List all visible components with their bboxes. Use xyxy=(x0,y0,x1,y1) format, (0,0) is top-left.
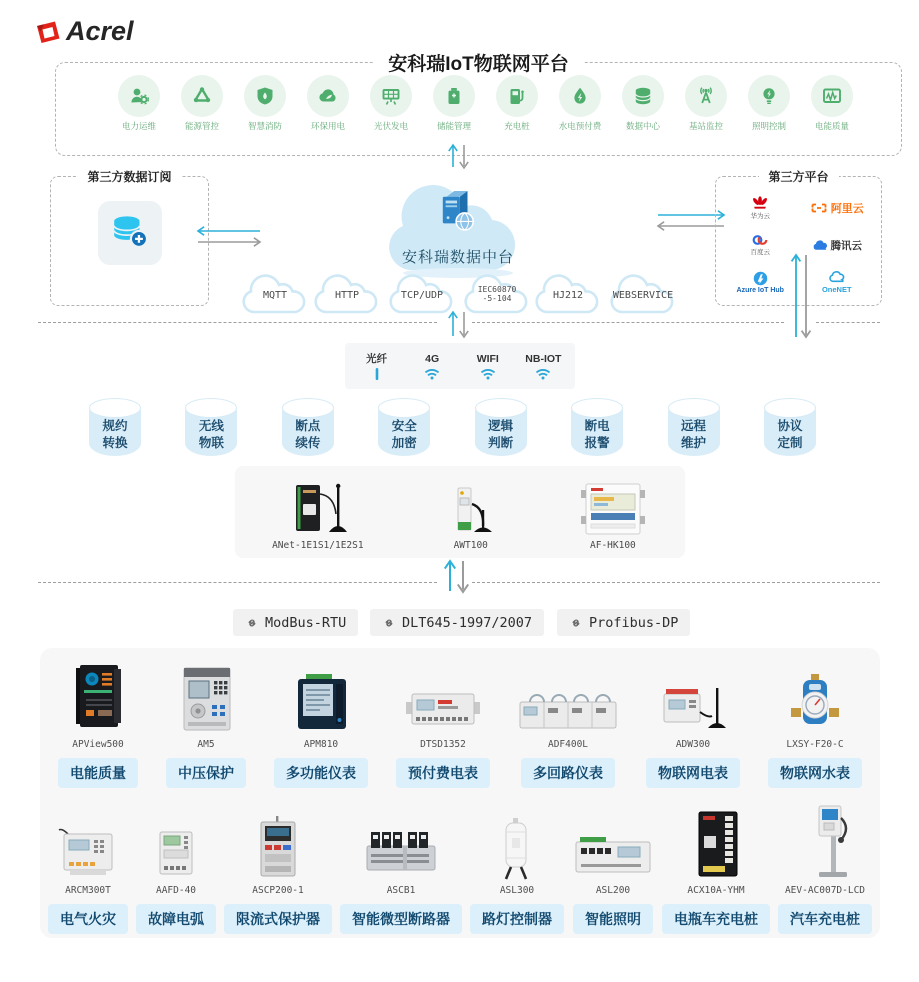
baidu-cloud-icon xyxy=(751,234,769,246)
divider-line xyxy=(38,582,437,583)
platform-title: 安科瑞IoT物联网平台 xyxy=(372,49,585,76)
platform-label: 百度云 xyxy=(750,249,770,257)
app-label: 环保用电 xyxy=(310,121,345,131)
afhk100-gateway-image xyxy=(578,480,648,538)
protocol-line: HTTP xyxy=(334,290,360,301)
app-label: 数据中心 xyxy=(625,121,660,131)
server-icon xyxy=(439,189,477,238)
product-model-label: AAFD-40 xyxy=(155,885,197,896)
product-category-pill: 中压保护 xyxy=(166,758,246,788)
products-box xyxy=(40,648,880,938)
apm810-device-image-wrap xyxy=(290,660,352,734)
platform-item-aliyun xyxy=(810,200,864,216)
capability-label xyxy=(668,418,720,451)
product-item xyxy=(274,660,368,788)
field-protocol-label: Profibus-DP xyxy=(589,614,679,631)
left-right-arrow-icon xyxy=(196,225,262,254)
platform-label: Azure IoT Hub xyxy=(736,286,784,294)
protocol-cloud-label xyxy=(235,290,315,302)
platform-item-baidu xyxy=(751,234,771,256)
wifi-icon xyxy=(423,366,441,380)
product-model-label: ASL300 xyxy=(499,885,535,896)
product-item xyxy=(136,806,216,934)
capability-cylinder xyxy=(475,399,527,456)
storage-icon xyxy=(443,85,465,107)
power-ops-icon xyxy=(128,85,150,107)
watermeter-device-image-wrap xyxy=(787,660,843,734)
product-item xyxy=(396,660,490,788)
app-item-lighting xyxy=(740,75,798,132)
product-category-pill: 路灯控制器 xyxy=(470,904,564,934)
gateway-device-box xyxy=(235,466,685,558)
protocol-line: HJ212 xyxy=(552,290,584,301)
capability-line: 断电 xyxy=(584,419,610,433)
platform-item-azure xyxy=(737,271,784,294)
adw300-device-image-wrap xyxy=(656,660,730,734)
app-label: 智慧消防 xyxy=(247,121,282,131)
database-plus-tile xyxy=(98,201,162,265)
protocol-cloud-label xyxy=(603,290,683,302)
data-center-label: 安科瑞数据中台 xyxy=(401,249,514,266)
awt100-gateway-image xyxy=(438,484,504,538)
product-item xyxy=(166,660,246,788)
product-model-label: AEV-AC007D-LCD xyxy=(784,885,866,896)
capability-label xyxy=(475,418,527,451)
asl300-device-image-wrap xyxy=(492,806,542,880)
app-label: 光伏发电 xyxy=(373,121,408,131)
gateway-model-label: ANet-1E1S1/1E2S1 xyxy=(272,540,364,551)
data-center-icon xyxy=(632,85,654,107)
link-icon xyxy=(382,616,396,630)
wifi-icon xyxy=(534,366,552,380)
connectivity-label: WIFI xyxy=(476,352,499,365)
product-category-pill: 故障电弧 xyxy=(136,904,216,934)
app-item-power-quality xyxy=(803,75,861,132)
product-category-pill: 智能照明 xyxy=(573,904,653,934)
field-protocol-pill xyxy=(557,609,690,636)
wifi-icon xyxy=(423,366,441,380)
fire-safety-icon xyxy=(254,85,276,107)
product-category-pill: 智能微型断路器 xyxy=(340,904,462,934)
afhk100-gateway-image-wrap xyxy=(578,480,648,538)
app-item-power-ops xyxy=(110,75,168,132)
anet-gateway-image xyxy=(282,480,354,538)
product-model-label: APM810 xyxy=(303,739,339,750)
apview500-device-image xyxy=(66,662,130,734)
field-protocol-pill xyxy=(233,609,358,636)
capability-label xyxy=(764,418,816,451)
product-model-label: ASCB1 xyxy=(386,885,416,896)
app-item-base-station xyxy=(677,75,735,132)
aev-device-image xyxy=(797,804,853,880)
capability-line: 无线 xyxy=(198,419,224,433)
capability-label xyxy=(282,418,334,451)
product-model-label: ACX10A-YHM xyxy=(687,885,745,896)
onenet-icon xyxy=(828,271,845,284)
field-protocol-pill xyxy=(370,609,544,636)
protocol-cloud xyxy=(307,271,387,319)
product-model-label: ARCM300T xyxy=(65,885,111,896)
divider-line xyxy=(816,322,880,323)
gateway-item xyxy=(438,480,504,551)
aafd40-device-image-wrap xyxy=(148,806,204,880)
platform-label: 阿里云 xyxy=(830,203,864,216)
product-row-1 xyxy=(44,660,876,788)
platform-label: 腾讯云 xyxy=(830,239,862,252)
app-circle xyxy=(559,75,601,117)
acx10a-device-image xyxy=(687,810,745,880)
capability-cylinder xyxy=(185,399,237,456)
app-label: 储能管理 xyxy=(436,121,471,131)
app-item-solar xyxy=(362,75,420,132)
app-icon-row xyxy=(110,75,861,132)
lighting-icon xyxy=(758,85,780,107)
data-center-cloud xyxy=(368,180,548,280)
power-quality-icon xyxy=(821,85,843,107)
connectivity-box xyxy=(345,343,575,389)
product-item xyxy=(48,806,128,934)
gateway-item xyxy=(272,480,364,551)
product-model-label: ADF400L xyxy=(547,739,589,750)
product-item xyxy=(662,806,770,934)
capability-label xyxy=(185,418,237,451)
wifi-icon xyxy=(534,366,552,380)
acrel-logo-icon xyxy=(34,18,62,46)
gateway-model-label: AF-HK100 xyxy=(590,540,636,551)
product-model-label: ASCP200-1 xyxy=(252,885,304,896)
app-item-eco-power xyxy=(299,75,357,132)
link-icon xyxy=(245,616,259,630)
app-circle xyxy=(181,75,223,117)
updown-arrow-icon xyxy=(446,143,472,176)
capability-line: 报警 xyxy=(584,435,610,450)
onenet-icon xyxy=(828,271,845,284)
product-item xyxy=(224,806,332,934)
app-label: 基站监控 xyxy=(688,121,723,131)
app-circle xyxy=(685,75,727,117)
capability-cylinder xyxy=(378,399,430,456)
capability-line: 加密 xyxy=(391,435,417,450)
field-protocol-label: ModBus-RTU xyxy=(265,614,347,631)
product-item xyxy=(518,660,618,788)
product-row-2 xyxy=(44,806,876,934)
brand-name: Acrel xyxy=(66,16,134,46)
huawei-cloud-icon xyxy=(751,196,769,210)
divider-line xyxy=(38,322,437,323)
eco-power-icon xyxy=(317,85,339,107)
product-item xyxy=(646,660,740,788)
platform-box xyxy=(55,54,902,156)
product-category-pill: 物联网电表 xyxy=(646,758,740,788)
link-icon xyxy=(245,616,259,630)
connectivity-label: NB-IOT xyxy=(525,352,562,365)
water-prepay-icon xyxy=(569,85,591,107)
product-item xyxy=(58,660,138,788)
protocol-line: MQTT xyxy=(262,290,288,301)
third-party-subscribe-box xyxy=(50,170,209,306)
connectivity-label: 4G xyxy=(425,352,440,365)
connectivity-item-光纤 xyxy=(353,351,401,381)
azure-iot-icon xyxy=(753,271,768,286)
product-category-pill: 电能质量 xyxy=(58,758,138,788)
product-category-pill: 多回路仪表 xyxy=(521,758,615,788)
product-category-pill: 电气火灾 xyxy=(48,904,128,934)
dtsd1352-device-image-wrap xyxy=(404,660,482,734)
updown-arrow-icon xyxy=(446,310,472,345)
wifi-icon xyxy=(479,366,497,380)
capability-line: 物联 xyxy=(198,435,224,450)
protocol-cloud-label xyxy=(457,285,537,303)
asl200-device-image-wrap xyxy=(572,806,654,880)
capability-label xyxy=(378,418,430,451)
watermeter-device-image xyxy=(787,672,843,734)
fiber-icon xyxy=(368,367,386,381)
database-plus-icon xyxy=(110,212,150,255)
base-station-icon xyxy=(695,85,717,107)
platform-item-huawei xyxy=(751,196,771,220)
anet-gateway-image-wrap xyxy=(282,480,354,538)
product-category-pill: 预付费电表 xyxy=(396,758,490,788)
product-category-pill: 多功能仪表 xyxy=(274,758,368,788)
protocol-line: -5-104 xyxy=(482,294,512,304)
apview500-device-image-wrap xyxy=(66,660,130,734)
product-item xyxy=(470,806,564,934)
ascp200-device-image xyxy=(249,816,307,880)
platform-label: 华为云 xyxy=(750,213,770,221)
capability-cylinder xyxy=(764,399,816,456)
dtsd1352-device-image xyxy=(404,684,482,734)
capability-line: 规约 xyxy=(102,419,128,433)
protocol-cloud-label xyxy=(382,290,462,302)
baidu-cloud-icon xyxy=(751,234,769,246)
subscribe-box-title: 第三方数据订阅 xyxy=(77,168,181,185)
protocol-cloud xyxy=(235,271,315,319)
app-circle xyxy=(370,75,412,117)
huawei-cloud-icon xyxy=(751,196,769,210)
product-category-pill: 物联网水表 xyxy=(768,758,862,788)
gateway-model-label: AWT100 xyxy=(453,540,488,551)
capability-cylinder xyxy=(89,399,141,456)
product-item xyxy=(572,806,654,934)
product-model-label: LXSY-F20-C xyxy=(786,739,844,750)
product-item xyxy=(778,806,872,934)
platform-label: OneNET xyxy=(821,284,852,294)
capability-line: 判断 xyxy=(488,435,514,450)
app-label: 电能质量 xyxy=(814,121,849,131)
product-item xyxy=(340,806,462,934)
aliyun-icon xyxy=(810,201,828,215)
ascp200-device-image-wrap xyxy=(249,806,307,880)
field-protocol-label: DLT645-1997/2007 xyxy=(402,614,533,631)
acrel-logo xyxy=(34,16,134,47)
product-model-label: APView500 xyxy=(72,739,124,750)
apm810-device-image xyxy=(290,672,352,734)
divider-line xyxy=(472,322,784,323)
tencent-cloud-icon xyxy=(812,240,828,251)
divider-line xyxy=(472,582,880,583)
capability-line: 维护 xyxy=(681,435,707,450)
protocol-cloud-label xyxy=(528,290,608,302)
connectivity-item-nb-iot xyxy=(519,353,567,380)
protocol-line: IEC60870 xyxy=(477,285,517,294)
app-circle xyxy=(118,75,160,117)
fiber-icon xyxy=(368,367,386,381)
link-icon xyxy=(382,616,396,630)
arcm300t-device-image-wrap xyxy=(54,806,122,880)
am5-device-image xyxy=(174,664,238,734)
protocol-cloud xyxy=(528,271,608,319)
adf400l-device-image-wrap xyxy=(518,660,618,734)
adf400l-device-image xyxy=(518,688,618,734)
link-icon xyxy=(569,616,583,630)
platform-item-onenet xyxy=(822,271,852,294)
awt100-gateway-image-wrap xyxy=(438,480,504,538)
product-category-pill: 限流式保护器 xyxy=(224,904,332,934)
capability-label xyxy=(571,418,623,451)
acx10a-device-image-wrap xyxy=(687,806,745,880)
capability-cylinder-row xyxy=(89,399,816,456)
charging-icon xyxy=(506,85,528,107)
connectivity-item-wifi xyxy=(464,353,512,380)
app-circle xyxy=(496,75,538,117)
app-circle xyxy=(433,75,475,117)
app-item-charging xyxy=(488,75,546,132)
asl200-device-image xyxy=(572,832,654,880)
am5-device-image-wrap xyxy=(174,660,238,734)
asl300-device-image xyxy=(492,818,542,880)
aev-device-image-wrap xyxy=(797,806,853,880)
capability-line: 转换 xyxy=(102,435,128,450)
capability-cylinder xyxy=(282,399,334,456)
app-label: 水电预付费 xyxy=(558,121,602,131)
app-label: 充电桩 xyxy=(504,121,530,131)
updown-arrow-icon xyxy=(441,559,473,600)
server-icon xyxy=(439,189,477,233)
capability-line: 定制 xyxy=(777,435,803,450)
app-item-energy-mgmt xyxy=(173,75,231,132)
product-category-pill: 电瓶车充电桩 xyxy=(662,904,770,934)
long-updown-arrow-icon xyxy=(789,253,813,344)
protocol-line: TCP/UDP xyxy=(400,290,444,301)
link-icon xyxy=(569,616,583,630)
wifi-icon xyxy=(479,366,497,380)
connectivity-item-4g xyxy=(408,353,456,380)
app-item-storage xyxy=(425,75,483,132)
product-model-label: AM5 xyxy=(197,739,215,750)
app-label: 电力运维 xyxy=(121,121,156,131)
app-circle xyxy=(811,75,853,117)
energy-mgmt-icon xyxy=(191,85,213,107)
aliyun-icon xyxy=(810,201,828,215)
app-circle xyxy=(748,75,790,117)
ascb1-device-image-wrap xyxy=(361,806,441,880)
capability-line: 断点 xyxy=(295,419,321,433)
platform-item-tencent xyxy=(812,238,863,253)
app-circle xyxy=(622,75,664,117)
app-item-data-center xyxy=(614,75,672,132)
product-model-label: ASL200 xyxy=(595,885,631,896)
ascb1-device-image xyxy=(361,824,441,880)
azure-iot-icon xyxy=(753,271,768,286)
capability-line: 逻辑 xyxy=(488,419,514,433)
aafd40-device-image xyxy=(148,826,204,880)
database-plus-icon xyxy=(110,212,150,250)
capability-cylinder xyxy=(571,399,623,456)
app-label: 能源管控 xyxy=(184,121,219,131)
solar-icon xyxy=(380,85,402,107)
app-item-water-prepay xyxy=(551,75,609,132)
capability-line: 续传 xyxy=(295,435,321,450)
adw300-device-image xyxy=(656,682,730,734)
app-item-fire-safety xyxy=(236,75,294,132)
capability-line: 协议 xyxy=(777,419,803,433)
third-party-box-title: 第三方平台 xyxy=(758,168,838,185)
capability-cylinder xyxy=(668,399,720,456)
protocol-cloud xyxy=(603,271,683,319)
gateway-item xyxy=(578,480,648,551)
protocol-line: WEBSERVICE xyxy=(612,290,674,301)
arcm300t-device-image xyxy=(54,826,122,880)
capability-line: 远程 xyxy=(681,419,707,433)
protocol-cloud-label xyxy=(307,290,387,302)
app-circle xyxy=(244,75,286,117)
product-model-label: DTSD1352 xyxy=(420,739,466,750)
tencent-cloud-icon xyxy=(812,240,828,251)
app-circle xyxy=(307,75,349,117)
app-label: 照明控制 xyxy=(751,121,786,131)
connectivity-label: 光纤 xyxy=(366,353,388,365)
capability-label xyxy=(89,418,141,451)
product-item xyxy=(768,660,862,788)
product-model-label: ADW300 xyxy=(675,739,711,750)
product-category-pill: 汽车充电桩 xyxy=(778,904,872,934)
capability-line: 安全 xyxy=(391,419,417,433)
